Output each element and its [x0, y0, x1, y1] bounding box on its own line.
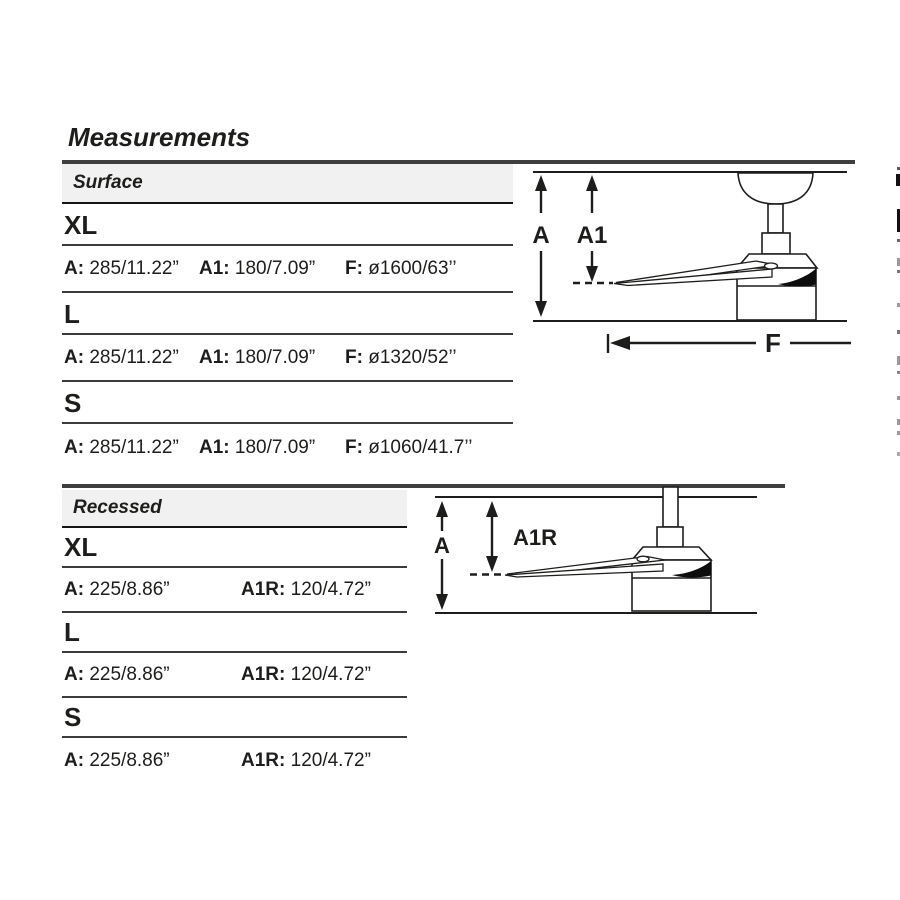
- blade-hub-tip: [637, 556, 649, 562]
- measure-a1-label: A1:: [199, 436, 230, 458]
- dimension-label-a: A: [434, 533, 450, 558]
- measure-a-value: 225/8.86”: [89, 663, 170, 685]
- dimension-label-a: A: [532, 222, 550, 249]
- measure-a-label: A:: [64, 578, 85, 600]
- surface-header-label: Surface: [73, 172, 143, 193]
- measure-f: [345, 347, 513, 369]
- measure-a1-label: A1:: [199, 257, 230, 279]
- recessed-measurements-s: [62, 738, 407, 783]
- measure-a-value: 225/8.86”: [89, 749, 170, 771]
- recessed-measurements-xl: [62, 568, 407, 613]
- measure-a-value: 225/8.86”: [89, 578, 170, 600]
- surface-measurements-s: [62, 424, 513, 471]
- fan-downrod: [768, 204, 783, 233]
- surface-table: [62, 164, 513, 471]
- recessed-size-s: [62, 698, 407, 738]
- measure-f-value: ø1320/52’’: [368, 346, 457, 368]
- dimension-arrow-a: [532, 175, 549, 317]
- measure-a-label: A:: [64, 436, 85, 458]
- measure-a: [64, 347, 199, 369]
- dimension-label-f: F: [765, 328, 781, 358]
- measure-a1r: [241, 750, 407, 772]
- recessed-header-label: Recessed: [73, 497, 162, 518]
- surface-header-band: [62, 164, 513, 204]
- measure-a1r-label: A1R:: [241, 578, 286, 600]
- measure-a: [64, 579, 241, 601]
- size-label: S: [64, 388, 82, 418]
- dimension-label-a1: A1: [576, 222, 608, 249]
- recessed-mount-diagram: [425, 485, 765, 625]
- fan-coupling: [657, 527, 683, 547]
- fan-coupling: [762, 233, 790, 254]
- recessed-header-band: [62, 490, 407, 528]
- measure-a: [64, 437, 199, 459]
- page-title: Measurements: [68, 122, 251, 152]
- dimension-arrow-a: [434, 501, 450, 610]
- clipped-fragment: [896, 174, 900, 186]
- measure-a-label: A:: [64, 346, 85, 368]
- measure-a-label: A:: [64, 663, 85, 685]
- measure-f-label: F:: [345, 346, 363, 368]
- dimension-label-a1r: A1R: [513, 525, 558, 550]
- surface-size-xl: [62, 204, 513, 246]
- dimension-arrow-a1r: [486, 501, 557, 572]
- measure-a1: [199, 258, 345, 280]
- measure-a-value: 285/11.22”: [89, 346, 179, 368]
- dimension-arrow-f: [608, 328, 851, 358]
- measure-a-value: 285/11.22”: [89, 436, 179, 458]
- size-label: L: [64, 617, 80, 647]
- measure-f-label: F:: [345, 257, 363, 279]
- measure-a-label: A:: [64, 257, 85, 279]
- surface-mount-diagram: [520, 155, 865, 370]
- measure-a1r-label: A1R:: [241, 663, 286, 685]
- measure-f-value: ø1060/41.7’’: [368, 436, 473, 458]
- measure-a1r-label: A1R:: [241, 749, 286, 771]
- measure-a1-value: 180/7.09”: [234, 346, 316, 368]
- measure-f-value: ø1600/63’’: [368, 257, 457, 279]
- measure-f: [345, 437, 513, 459]
- measure-a1r: [241, 579, 407, 601]
- measure-f: [345, 258, 513, 280]
- size-label: L: [64, 299, 80, 329]
- measure-a1: [199, 437, 345, 459]
- size-label: XL: [64, 210, 98, 240]
- measure-a: [64, 258, 199, 280]
- dimension-arrow-a1: [577, 175, 608, 282]
- recessed-measurements-l: [62, 653, 407, 698]
- measure-a1r-value: 120/4.72”: [290, 663, 371, 685]
- recessed-size-l: [62, 613, 407, 653]
- recessed-table: [62, 490, 407, 783]
- measure-a1r-value: 120/4.72”: [290, 578, 371, 600]
- measure-a-value: 285/11.22”: [89, 257, 179, 279]
- surface-size-l: [62, 293, 513, 335]
- measure-a1-value: 180/7.09”: [234, 436, 316, 458]
- measure-a: [64, 750, 241, 772]
- measure-a-label: A:: [64, 749, 85, 771]
- fan-downrod: [663, 487, 678, 527]
- measure-a: [64, 664, 241, 686]
- size-label: S: [64, 702, 82, 732]
- size-label: XL: [64, 532, 98, 562]
- surface-measurements-l: [62, 335, 513, 382]
- measure-a1r: [241, 664, 407, 686]
- recessed-size-xl: [62, 528, 407, 568]
- measure-a1-value: 180/7.09”: [234, 257, 316, 279]
- fan-canopy: [738, 173, 813, 204]
- measure-a1r-value: 120/4.72”: [290, 749, 371, 771]
- surface-measurements-xl: [62, 246, 513, 293]
- blade-hub-tip: [765, 263, 778, 269]
- measure-a1-label: A1:: [199, 346, 230, 368]
- measure-f-label: F:: [345, 436, 363, 458]
- measure-a1: [199, 347, 345, 369]
- surface-size-s: [62, 382, 513, 424]
